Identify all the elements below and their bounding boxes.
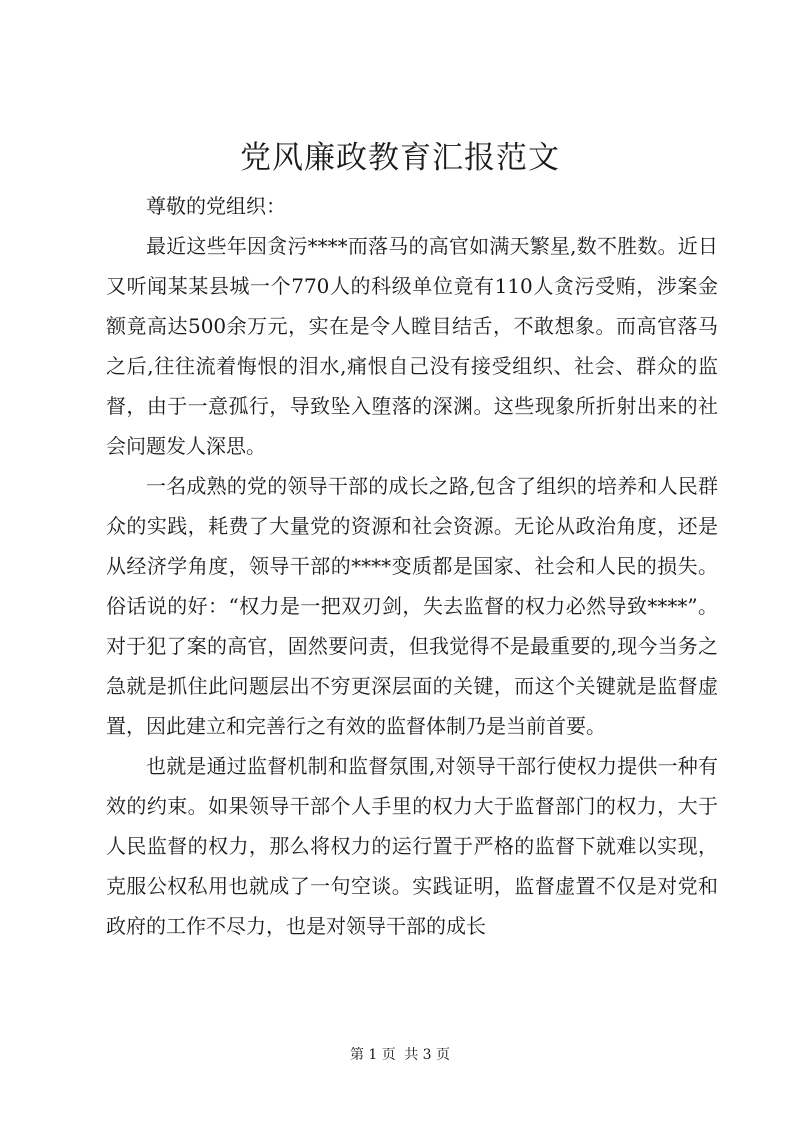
page-footer <box>0 1045 800 1065</box>
document-body <box>106 186 718 946</box>
body-paragraph-1: 最近这些年因贪污****而落马的高官如满天繁星,数不胜数。近日又听闻某某县城一个770人的科级单位竟有110人贪污受贿，涉案金额竟高达500余万元，实在是令人瞠目结舌，不敢想象。而高官落马之后,往往流着悔恨的泪水,痛恨自己没有接受组织、社会、群众的监督，由于一意孤行，导致坠入堕落的深渊。这些现象所折射出来的社会问题发人深思。 <box>106 234 718 458</box>
salutation-paragraph: 尊敬的党组织： <box>146 194 286 218</box>
page-number: 第 1 页 <box>349 1047 396 1063</box>
document-title: 党风廉政教育汇报范文 <box>240 140 560 176</box>
body-paragraph-3: 也就是通过监督机制和监督氛围,对领导干部行使权力提供一种有效的约束。如果领导干部个人手里的权力大于监督部门的权力，大于人民监督的权力，那么将权力的运行置于严格的监督下就难以实现，克服公权私用也就成了一句空谈。实践证明，监督虚置不仅是对党和政府的工作不尽力，也是对领导干部的成长 <box>106 754 718 938</box>
page-total: 共 3 页 <box>404 1047 451 1063</box>
body-paragraph-2: 一名成熟的党的领导干部的成长之路,包含了组织的培养和人民群众的实践，耗费了大量党的资源和社会资源。无论从政治角度，还是从经济学角度，领导干部的****变质都是国家、社会和人民的损失。俗话说的好：“权力是一把双刃剑，失去监督的权力必然导致****”。对于犯了案的高官，固然要问责，但我觉得不是最重要的,现今当务之急就是抓住此问题层出不穷更深层面的关键，而这个关键就是监督虚置，因此建立和完善行之有效的监督体制乃是当前首要。 <box>106 474 718 738</box>
